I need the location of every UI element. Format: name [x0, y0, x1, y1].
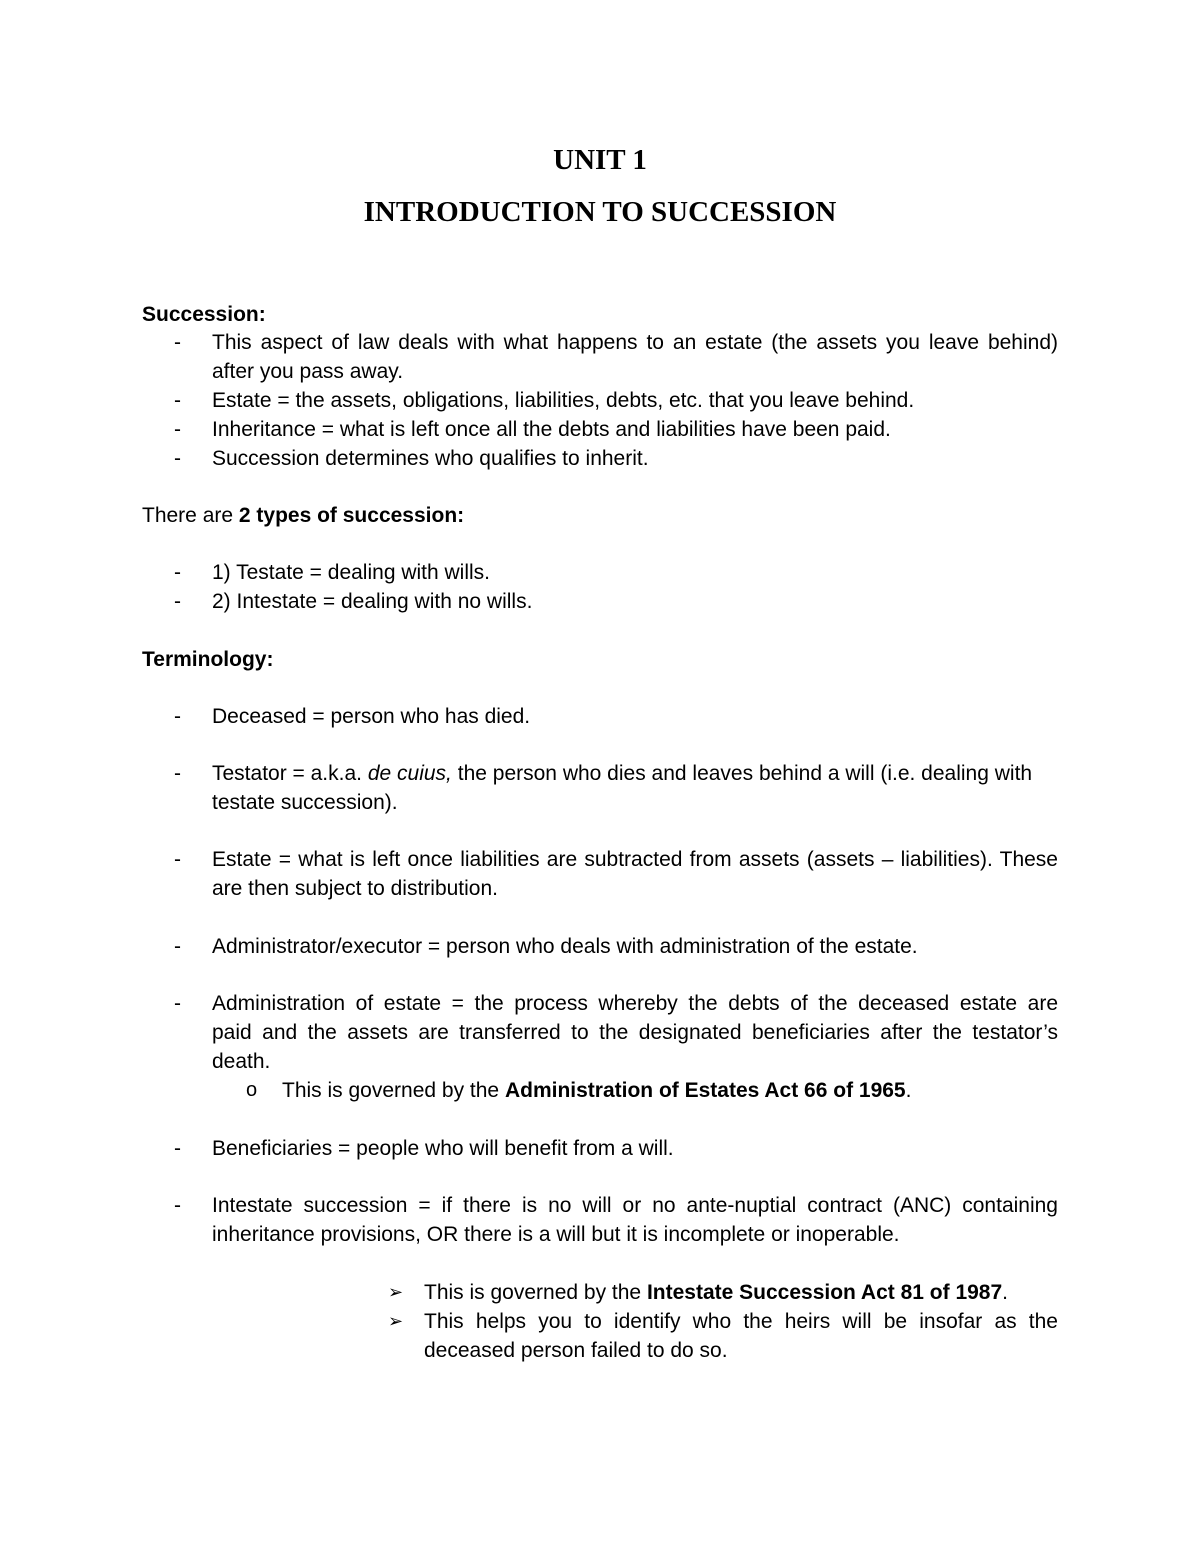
- admin-note-end: .: [905, 1079, 912, 1102]
- types-intro-text: There are: [142, 504, 239, 527]
- bullet-dash: -: [174, 561, 181, 584]
- term-administrator: Administrator/executor = person who deals with administration of the estate.: [212, 935, 918, 958]
- types-intro-bold: 2 types of succession:: [238, 504, 465, 527]
- term-beneficiaries: Beneficiaries = people who will benefit from a will.: [212, 1137, 674, 1160]
- term-testator: [212, 759, 1058, 788]
- term-administration: Administration of estate = the process whereby the debts of the deceased estate are: [212, 992, 1058, 1015]
- bullet-dash: -: [174, 590, 181, 613]
- list-item: 1) Testate = dealing with wills.: [212, 561, 491, 584]
- page-title: INTRODUCTION TO SUCCESSION: [363, 196, 837, 228]
- administration-act-note: [282, 1076, 911, 1105]
- term-estate: Estate = what is left once liabilities are subtracted from assets (assets – liabilities). These: [212, 848, 1058, 871]
- unit-heading: UNIT 1: [553, 144, 647, 176]
- heirs-note: This helps you to identify who the heirs will be insofar as the: [424, 1310, 1058, 1333]
- term-administration-end: death.: [212, 1050, 271, 1073]
- list-item: Succession determines who qualifies to inherit.: [212, 447, 649, 470]
- term-intestate: Intestate succession = if there is no will or no ante-nuptial contract (ANC) containing: [212, 1194, 1058, 1217]
- succession-label: Succession:: [142, 303, 266, 326]
- bullet-dash: -: [174, 1194, 181, 1217]
- list-item: This aspect of law deals with what happens to an estate (the assets you leave behind): [212, 331, 1058, 354]
- arrow1-end: .: [1002, 1281, 1009, 1304]
- intestate-act-note: [424, 1278, 1058, 1307]
- bullet-dash: -: [174, 1137, 181, 1160]
- bullet-dash: -: [174, 935, 181, 958]
- list-item: Estate = the assets, obligations, liabilities, debts, etc. that you leave behind.: [212, 389, 915, 412]
- term-intestate-continuation: inheritance provisions, OR there is a will but it is incomplete or inoperable.: [212, 1223, 900, 1246]
- arrow1-text: This is governed by the: [424, 1281, 647, 1304]
- bullet-dash: -: [174, 447, 181, 470]
- term-estate-continuation: are then subject to distribution.: [212, 877, 499, 900]
- testator-italic: de cuius,: [367, 762, 452, 785]
- terminology-label: Terminology:: [142, 648, 274, 671]
- testator-text-a: Testator = a.k.a.: [212, 762, 368, 785]
- term-deceased: Deceased = person who has died.: [212, 705, 531, 728]
- term-testator-continuation: testate succession).: [212, 791, 398, 814]
- list-item-continuation: after you pass away.: [212, 360, 404, 383]
- admin-note-act: Administration of Estates Act 66 of 1965: [504, 1079, 906, 1102]
- bullet-dash: -: [174, 418, 181, 441]
- bullet-dash: -: [174, 331, 181, 354]
- bullet-circle: o: [246, 1079, 258, 1101]
- arrow-bullet-icon: ➢: [388, 1282, 404, 1302]
- term-administration-continuation: paid and the assets are transferred to the designated beneficiaries after the testator’s: [212, 1021, 1058, 1044]
- list-item: Inheritance = what is left once all the debts and liabilities have been paid.: [212, 418, 891, 441]
- testator-text-b: the person who dies and leaves behind a will (i.e. dealing with: [451, 762, 1033, 785]
- arrow-bullet-icon: ➢: [388, 1311, 404, 1331]
- types-intro: [142, 501, 464, 530]
- heirs-note-continuation: deceased person failed to do so.: [424, 1339, 728, 1362]
- bullet-dash: -: [174, 705, 181, 728]
- bullet-dash: -: [174, 389, 181, 412]
- bullet-dash: -: [174, 992, 181, 1015]
- bullet-dash: -: [174, 848, 181, 871]
- admin-note-text: This is governed by the: [282, 1079, 505, 1102]
- list-item: 2) Intestate = dealing with no wills.: [212, 590, 533, 613]
- arrow1-act: Intestate Succession Act 81 of 1987: [646, 1281, 1003, 1304]
- bullet-dash: -: [174, 762, 181, 785]
